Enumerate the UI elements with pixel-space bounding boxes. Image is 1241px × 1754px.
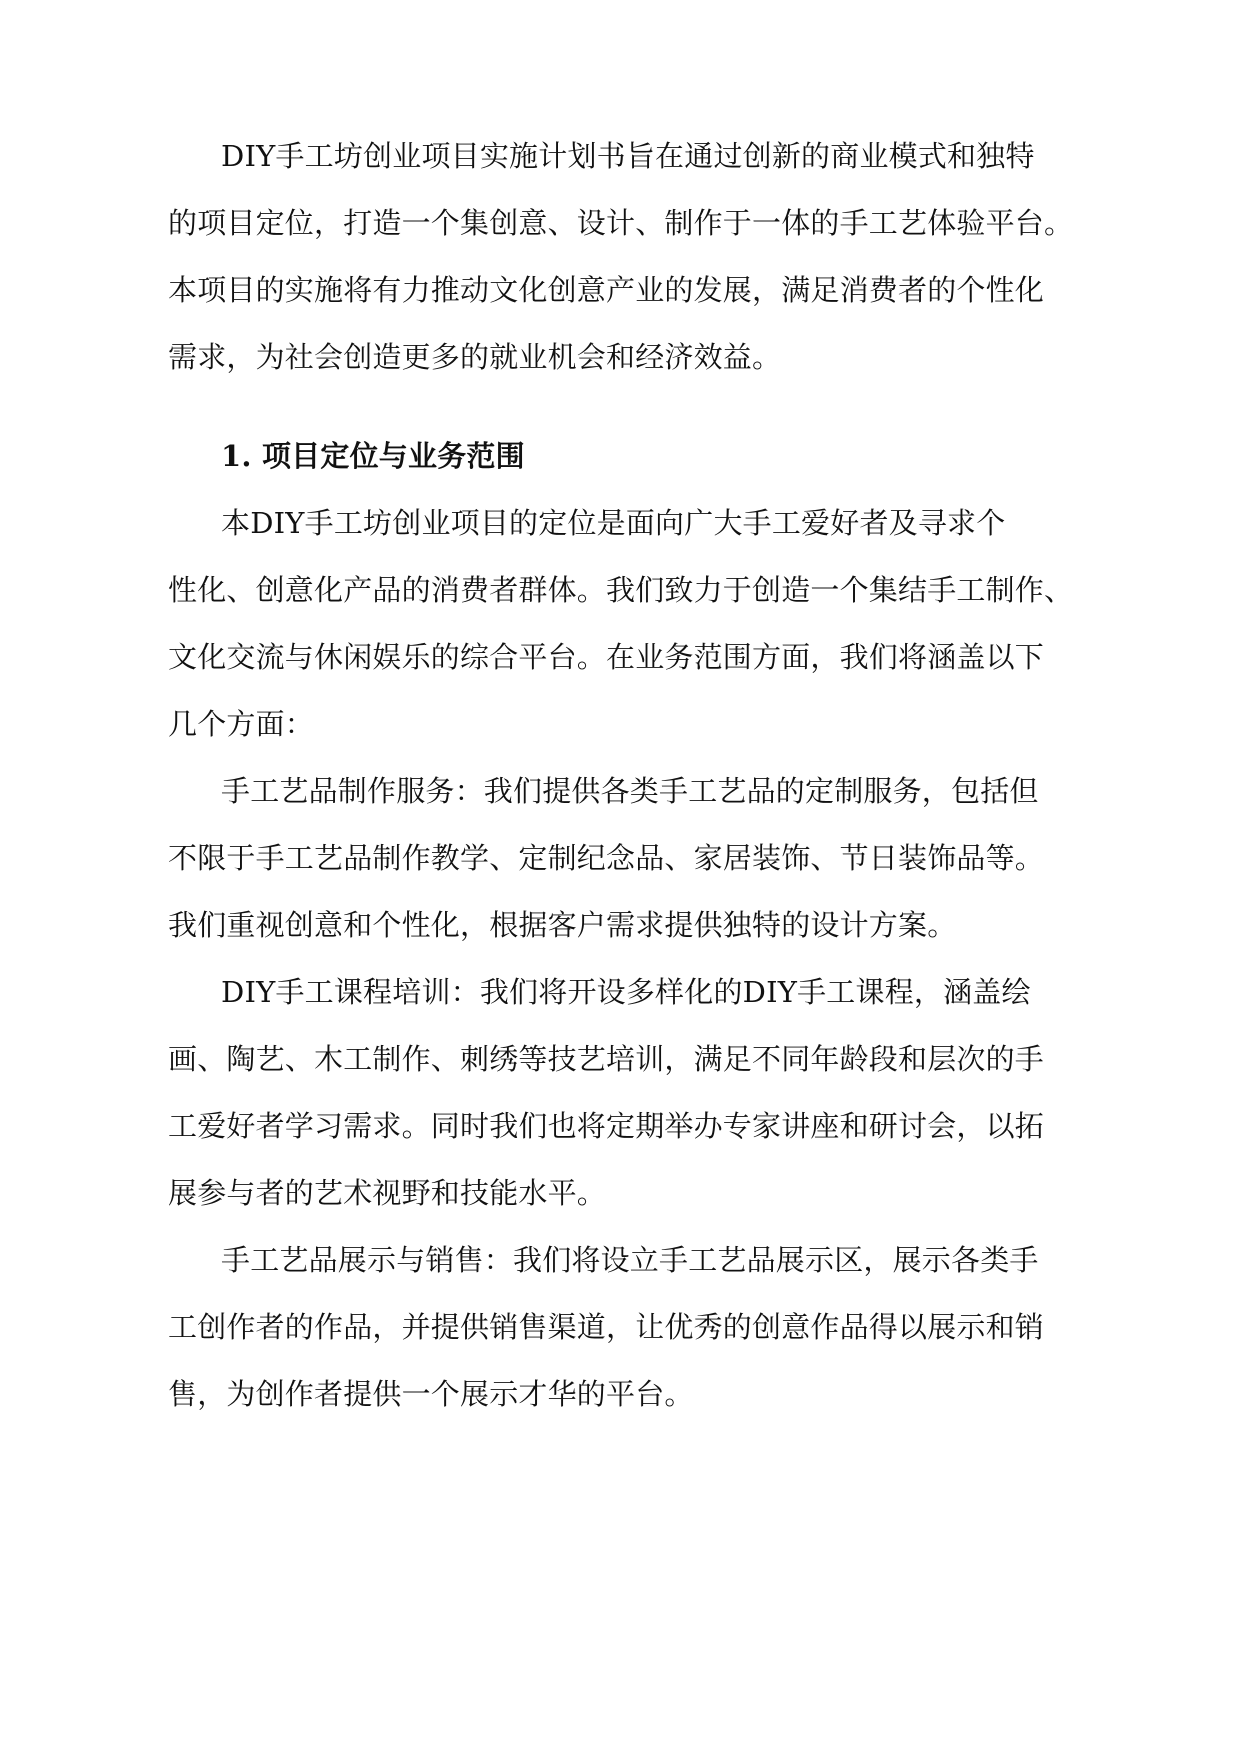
text-line: 的项目定位，打造一个集创意、设计、制作于一体的手工艺体验平台。 <box>168 206 1074 240</box>
text-line: 工创作者的作品，并提供销售渠道，让优秀的创意作品得以展示和销 <box>168 1310 1045 1344</box>
text-line: 本DIY手工坊创业项目的定位是面向广大手工爱好者及寻求个 <box>221 506 1006 540</box>
text-line: DIY手工课程培训：我们将开设多样化的DIY手工课程，涵盖绘 <box>221 975 1031 1009</box>
text-line: 画、陶艺、木工制作、刺绣等技艺培训，满足不同年龄段和层次的手 <box>168 1042 1045 1076</box>
text-line: 我们重视创意和个性化，根据客户需求提供独特的设计方案。 <box>168 908 957 942</box>
text-line: 展参与者的艺术视野和技能水平。 <box>168 1176 607 1210</box>
text-line: 本项目的实施将有力推动文化创意产业的发展，满足消费者的个性化 <box>168 273 1045 307</box>
text-line: 手工艺品制作服务：我们提供各类手工艺品的定制服务，包括但 <box>221 774 1039 808</box>
text-line: 售，为创作者提供一个展示才华的平台。 <box>168 1377 694 1411</box>
text-line: 文化交流与休闲娱乐的综合平台。在业务范围方面，我们将涵盖以下 <box>168 640 1045 674</box>
section-heading: 1. 项目定位与业务范围 <box>221 439 525 473</box>
text-line: 几个方面： <box>168 707 315 741</box>
text-line: 需求，为社会创造更多的就业机会和经济效益。 <box>168 340 782 374</box>
text-line: 手工艺品展示与销售：我们将设立手工艺品展示区，展示各类手 <box>221 1243 1039 1277</box>
text-line: 工爱好者学习需求。同时我们也将定期举办专家讲座和研讨会，以拓 <box>168 1109 1045 1143</box>
text-line: 不限于手工艺品制作教学、定制纪念品、家居装饰、节日装饰品等。 <box>168 841 1045 875</box>
text-line: DIY手工坊创业项目实施计划书旨在通过创新的商业模式和独特 <box>221 139 1035 173</box>
text-line: 性化、创意化产品的消费者群体。我们致力于创造一个集结手工制作、 <box>168 573 1074 607</box>
